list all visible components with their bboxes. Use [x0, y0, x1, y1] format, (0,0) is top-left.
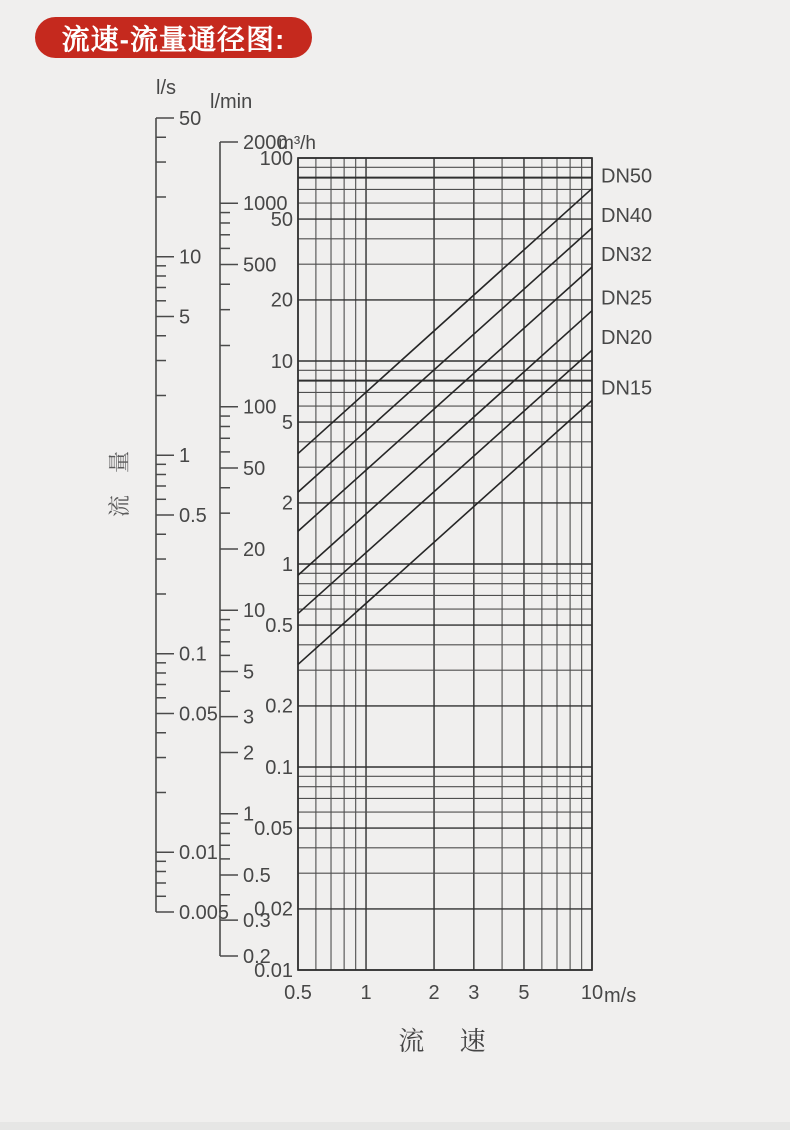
tick-label-l/s-5: 5 [179, 306, 191, 329]
tick-label-l/s-0.1: 0.1 [179, 643, 207, 666]
x-tick-label-10: 10 [580, 982, 604, 1004]
dn-line-DN40 [298, 228, 592, 492]
dn-label-DN20: DN20 [601, 327, 653, 350]
x-axis-caption: 流 速 [398, 1026, 500, 1056]
tick-label-l/min-5: 5 [243, 661, 255, 684]
tick-label-l/min-100: 100 [243, 396, 277, 419]
tick-label-l/min-1000: 1000 [243, 193, 288, 216]
y-tick-label-100: 100 [259, 147, 293, 170]
y-tick-label-0.01: 0.01 [254, 959, 293, 982]
y-axis-caption: 流 量 [107, 442, 132, 518]
x-tick-label-3: 3 [468, 982, 480, 1004]
dn-label-DN25: DN25 [601, 287, 653, 310]
tick-label-l/min-500: 500 [243, 254, 277, 277]
ruler-ls [156, 108, 229, 924]
y-tick-label-1: 1 [281, 553, 293, 576]
tick-label-l/min-10: 10 [243, 600, 266, 623]
x-tick-label-2: 2 [428, 982, 440, 1004]
y-tick-label-0.05: 0.05 [254, 817, 293, 840]
y-tick-label-0.2: 0.2 [265, 695, 293, 718]
tick-label-l/min-0.5: 0.5 [243, 864, 271, 887]
tick-label-l/s-0.05: 0.05 [179, 703, 218, 726]
tick-label-l/min-0.2: 0.2 [243, 945, 271, 968]
unit-label-m3h: m³/h [278, 133, 316, 154]
section-title: 流速-流量通径图: [61, 23, 286, 55]
dn-line-DN32 [298, 267, 592, 531]
y-tick-label-10: 10 [270, 350, 293, 373]
tick-label-l/min-1: 1 [243, 803, 255, 826]
tick-label-l/min-2: 2 [243, 742, 255, 765]
dn-line-DN20 [298, 350, 592, 613]
dn-label-DN32: DN32 [601, 244, 653, 267]
tick-label-l/min-20: 20 [243, 538, 266, 561]
dn-label-DN40: DN40 [601, 205, 653, 228]
tick-label-l/min-50: 50 [243, 457, 266, 480]
dn-lines [298, 166, 652, 665]
y-tick-label-0.02: 0.02 [254, 898, 293, 921]
x-tick-label-1: 1 [360, 982, 372, 1004]
x-tick-label-0.5: 0.5 [284, 982, 312, 1004]
unit-label-ls: l/s [156, 77, 176, 99]
tick-label-l/s-10: 10 [179, 246, 202, 269]
y-tick-label-20: 20 [270, 289, 293, 312]
y-tick-label-5: 5 [281, 411, 293, 434]
tick-label-l/min-0.3: 0.3 [243, 909, 271, 932]
tick-label-l/s-0.5: 0.5 [179, 504, 207, 527]
plot-grid [298, 158, 592, 970]
ruler-lmin [220, 132, 288, 968]
dn-label-DN50: DN50 [601, 165, 653, 188]
tick-label-l/min-2000: 2000 [243, 131, 288, 154]
tick-label-l/s-1: 1 [179, 445, 191, 468]
dn-label-DN15: DN15 [601, 377, 653, 400]
footer-strip [0, 1122, 790, 1130]
y-tick-label-0.1: 0.1 [265, 756, 293, 779]
dn-line-DN50 [298, 189, 592, 454]
dn-line-DN25 [298, 311, 592, 576]
x-axis-labels [284, 982, 603, 1004]
tick-label-l/min-3: 3 [243, 706, 255, 729]
tick-label-l/s-0.005: 0.005 [179, 901, 230, 924]
y-tick-label-0.5: 0.5 [265, 614, 293, 637]
tick-label-l/s-50: 50 [179, 107, 202, 130]
unit-label-lmin: l/min [210, 91, 253, 113]
tick-label-l/s-0.01: 0.01 [179, 842, 218, 865]
y-tick-label-50: 50 [270, 208, 293, 231]
y-tick-label-2: 2 [281, 492, 293, 515]
unit-label-ms: m/s [604, 985, 637, 1007]
x-tick-label-5: 5 [518, 982, 530, 1004]
